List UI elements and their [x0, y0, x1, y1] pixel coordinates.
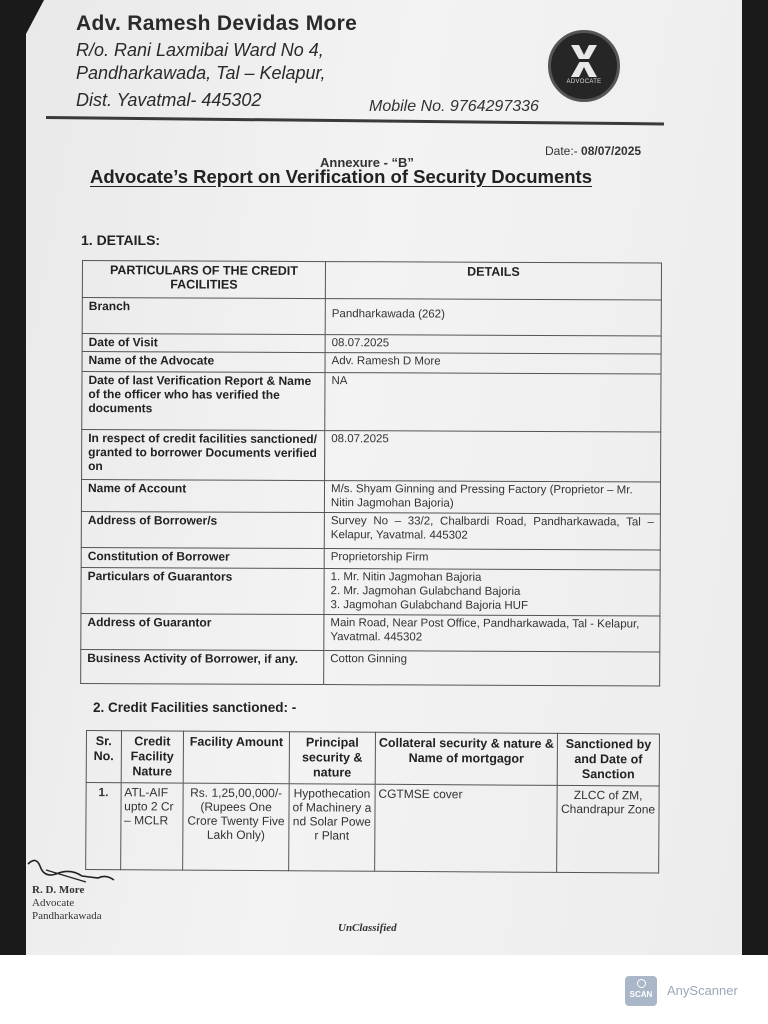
report-date: [545, 144, 641, 158]
list-item: 3. Jagmohan Gulabchand Bajoria HUF: [330, 599, 529, 612]
address-line-2: Pandharkawada, Tal – Kelapur,: [76, 63, 326, 83]
table-row: [81, 613, 660, 652]
table-row: [81, 480, 660, 515]
col-particulars: PARTICULARS OF THE CREDIT FACILITIES: [82, 261, 325, 299]
table-row: [82, 352, 661, 375]
row-value: Proprietorship Firm: [324, 549, 660, 570]
stamp-place: Pandharkawada: [32, 910, 102, 922]
col-collateral-security: Collateral security & nature & Name of mortgagor: [375, 732, 558, 785]
row-label: Date of Visit: [82, 334, 325, 353]
section-2-heading: 2. Credit Facilities sanctioned: -: [93, 700, 297, 715]
stamp-name: R. D. More: [32, 884, 85, 896]
row-value: Cotton Ginning: [324, 651, 660, 686]
col-details: DETAILS: [325, 262, 661, 300]
table-row: [81, 511, 660, 550]
col-facility-nature: Credit Facility Nature: [121, 731, 184, 783]
col-sanctioned-by: Sanctioned by and Date of Sanction: [557, 733, 659, 786]
cell-sr-no: 1.: [86, 783, 121, 870]
cell-sanctioned: ZLCC of ZM, Chandrapur Zone: [557, 785, 659, 873]
row-label: Name of Account: [81, 480, 324, 513]
address-line-3: Dist. Yavatmal- 445302: [76, 90, 262, 110]
table-row: [82, 298, 661, 337]
scanner-app-name: AnyScanner: [667, 983, 738, 998]
annexure-label: Annexure - “B”: [320, 155, 414, 170]
cell-facility: ATL-AIF upto 2 Cr – MCLR: [120, 783, 183, 870]
folded-corner: [26, 0, 44, 34]
col-facility-amount: Facility Amount: [183, 731, 289, 784]
advocate-name: Adv. Ramesh Devidas More: [76, 12, 358, 35]
row-value: NA: [325, 373, 661, 432]
scanner-badge-label: SCAN: [629, 990, 653, 999]
row-value: Pandharkawada (262): [325, 299, 661, 336]
table-row: [81, 547, 660, 570]
row-value: Survey No – 33/2, Chalbardi Road, Pandharkawada, Tal – Kelapur, Yavatmal. 445302: [324, 513, 660, 550]
cell-collateral: CGTMSE cover: [374, 784, 557, 872]
stamp-title: Advocate: [32, 897, 75, 909]
row-label: Branch: [82, 298, 325, 335]
list-item: 2. Mr. Jagmohan Gulabchand Bajoria: [330, 585, 521, 598]
guarantor-list-cell: [324, 569, 660, 616]
row-label: Address of Borrower/s: [81, 511, 324, 548]
scanner-logo-icon: [625, 976, 657, 1006]
row-value: 08.07.2025: [325, 431, 661, 482]
list-item: 1. Mr. Nitin Jagmohan Bajoria: [330, 571, 482, 584]
row-label: Particulars of Guarantors: [81, 567, 324, 614]
table-row: [82, 372, 661, 433]
mobile-number: Mobile No. 9764297336: [369, 98, 539, 115]
details-header-row: [82, 261, 661, 301]
facilities-header-row: [86, 731, 659, 786]
table-row: [86, 783, 660, 873]
advocate-emblem-icon: [548, 30, 620, 102]
date-value: 08/07/2025: [581, 144, 642, 158]
row-value: 08.07.2025: [325, 335, 661, 354]
emblem-caption: ADVOCATE: [566, 79, 602, 85]
cell-principal: Hypothecation of Machinery and Solar Power Plant: [289, 784, 375, 872]
col-principal-security: Principal security & nature: [289, 732, 375, 785]
table-row: [81, 567, 660, 616]
document-page: [26, 0, 742, 955]
report-title: Advocate’s Report on Verification of Security Documents: [90, 166, 593, 187]
row-value: Adv. Ramesh D More: [325, 353, 661, 374]
row-label: Date of last Verification Report & Name of the officer who has verified the documents: [82, 372, 325, 431]
table-row: [81, 649, 660, 686]
cell-amount: Rs. 1,25,00,000/- (Rupees One Crore Twenty Five Lakh Only): [183, 783, 289, 871]
table-row: [82, 430, 661, 483]
row-label: Address of Guarantor: [81, 613, 324, 650]
date-label: Date:-: [545, 144, 582, 158]
row-label: Constitution of Borrower: [81, 547, 324, 568]
advocate-stamp: [32, 884, 102, 923]
guarantor-list: [330, 570, 653, 613]
section-1-heading: 1. DETAILS:: [81, 232, 161, 248]
row-label: Business Activity of Borrower, if any.: [81, 649, 324, 684]
row-value: M/s. Shyam Ginning and Pressing Factory (Proprietor – Mr. Nitin Jagmohan Bajoria): [324, 481, 660, 514]
classification-footer: UnClassified: [338, 922, 397, 934]
row-label: Name of the Advocate: [82, 352, 325, 373]
col-sr-no: Sr. No.: [86, 731, 121, 783]
credit-facilities-table: [85, 730, 660, 874]
letterhead-divider: [46, 116, 664, 125]
address-line-1: R/o. Rani Laxmibai Ward No 4,: [76, 40, 324, 60]
row-label: In respect of credit facilities sanctioned/ granted to borrower Documents verified on: [82, 430, 325, 481]
details-table: [80, 260, 662, 687]
row-value: Main Road, Near Post Office, Pandharkawada, Tal - Kelapur, Yavatmal. 445302: [324, 615, 660, 652]
